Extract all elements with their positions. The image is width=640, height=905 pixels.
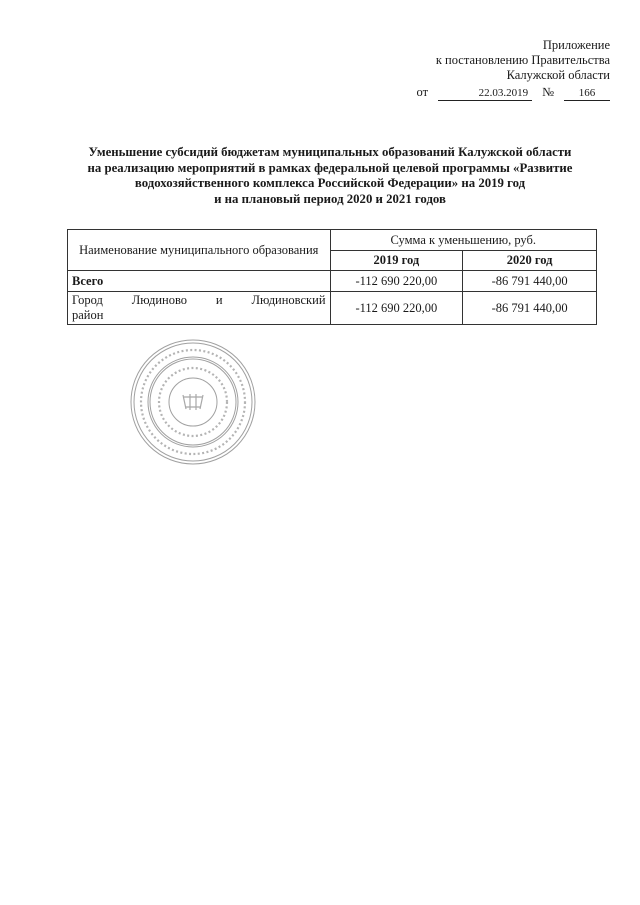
date-number-line	[370, 85, 610, 101]
document-title	[60, 145, 600, 207]
title-line-3: водохозяйственного комплекса Российской Федерации» на 2019 год	[134, 176, 526, 190]
resolution-reference: к постановлению Правительства	[435, 53, 610, 67]
municipality-name-line-2: район	[72, 308, 104, 322]
total-label: Всего	[68, 271, 331, 292]
region-name: Калужской области	[506, 68, 610, 82]
sum-column-header: Сумма к уменьшению, руб.	[330, 230, 596, 251]
municipality-column-header: Наименование муниципального образования	[68, 230, 331, 271]
resolution-date: 22.03.2019	[438, 87, 532, 101]
year-2019-header: 2019 год	[330, 251, 463, 271]
municipality-2019-value: -112 690 220,00	[330, 292, 463, 325]
appendix-header	[370, 38, 610, 101]
number-sign: №	[542, 85, 554, 99]
seal-emblem	[183, 394, 203, 410]
municipality-name	[68, 292, 331, 325]
total-2019-value: -112 690 220,00	[330, 271, 463, 292]
subsidy-table	[67, 229, 597, 325]
municipality-2020-value: -86 791 440,00	[463, 292, 597, 325]
title-line-4: и на плановый период 2020 и 2021 годов	[214, 191, 446, 206]
municipality-name-line-1: Город Людиново и Людиновский	[72, 293, 326, 307]
year-2020-header: 2020 год	[463, 251, 597, 271]
title-line-1: Уменьшение субсидий бюджетам муниципальных образований Калужской области	[88, 145, 572, 159]
resolution-number: 166	[564, 87, 610, 101]
title-line-2: на реализацию мероприятий в рамках федеральной целевой программы «Развитие	[87, 160, 573, 175]
appendix-label: Приложение	[542, 38, 610, 52]
table-row	[68, 271, 597, 292]
table-row	[68, 292, 597, 325]
date-prefix: от	[416, 85, 429, 99]
official-seal-stamp	[128, 337, 258, 467]
total-2020-value: -86 791 440,00	[463, 271, 597, 292]
